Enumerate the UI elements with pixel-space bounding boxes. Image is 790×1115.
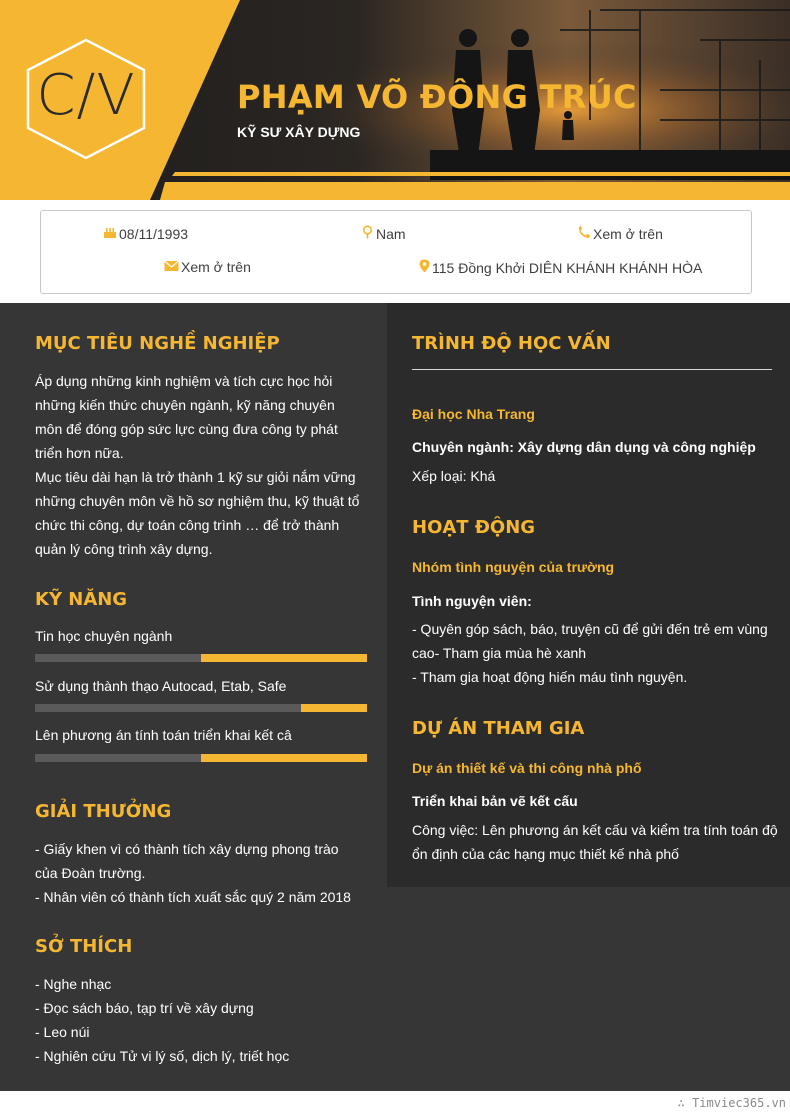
projects-heading: DỰ ÁN THAM GIA (412, 718, 585, 739)
awards-heading: GIẢI THƯỞNG (35, 801, 172, 822)
activity-role: Tình nguyện viên: (412, 593, 532, 609)
skill-bar (35, 704, 367, 712)
skills-heading: KỸ NĂNG (35, 589, 128, 610)
email-item: Xem ở trên (164, 259, 251, 275)
awards-text: - Giấy khen vì có thành tích xây dựng phong trào của Đoàn trường. - Nhân viên có thành tích xuất sắc quý 2 năm 2018 (35, 841, 351, 905)
candidate-name: PHẠM VÕ ĐÔNG TRÚC (237, 78, 637, 116)
address-item: 115 Đồng Khởi DIÊN KHÁNH KHÁNH HÒA (419, 259, 702, 276)
education-heading: TRÌNH ĐỘ HỌC VẤN (412, 333, 611, 354)
skill-bar-fill (201, 654, 367, 662)
skill-bar-fill (301, 704, 367, 712)
skill-bar (35, 654, 367, 662)
email-icon (164, 259, 179, 275)
cv-logo-text: C/V (36, 63, 136, 128)
birthday-item: 08/11/1993 (103, 225, 188, 242)
objective-heading: MỤC TIÊU NGHỀ NGHIỆP (35, 333, 280, 354)
project-role: Triển khai bản vẽ kết cấu (412, 793, 578, 809)
education-school: Đại học Nha Trang (412, 406, 535, 422)
contact-info-box (40, 210, 752, 294)
education-divider (412, 369, 772, 370)
birthday-icon (103, 225, 117, 242)
project-name: Dự án thiết kế và thi công nhà phố (412, 760, 642, 776)
skill-label: Sử dụng thành thạo Autocad, Etab, Safe (35, 678, 287, 694)
skill-label: Tin học chuyên ngành (35, 628, 173, 644)
hobbies-text: - Nghe nhạc - Đọc sách báo, tạp trí về xây dựng - Leo núi - Nghiên cứu Tử vi lý số, dịch lý, triết học (35, 976, 290, 1064)
phone-icon (577, 225, 591, 242)
candidate-job-title: KỸ SƯ XÂY DỰNG (237, 124, 361, 140)
activity-description: - Quyên góp sách, báo, truyện cũ để gửi đến trẻ em vùng cao- Tham gia mùa hè xanh - Tham gia hoạt động hiến máu tình nguyện. (412, 621, 768, 685)
phone-item: Xem ở trên (577, 225, 663, 242)
activities-heading: HOẠT ĐỘNG (412, 517, 536, 538)
location-icon (419, 259, 430, 276)
watermark: ∴ Timviec365.vn (677, 1096, 786, 1110)
skill-bar (35, 754, 367, 762)
activity-organization: Nhóm tình nguyện của trường (412, 559, 615, 575)
education-major: Chuyên ngành: Xây dựng dân dụng và công nghiệp (412, 439, 756, 455)
education-grade: Xếp loại: Khá (412, 468, 496, 484)
cv-body (0, 303, 790, 1091)
objective-text: Áp dụng những kinh nghiệm và tích cực học hỏi những kiến thức chuyên ngành, kỹ năng chuyên môn để đóng góp sức lực cùng đưa công ty phát triển hơn nữa. Mục tiêu dài hạn là trở thành 1 kỹ sư giỏi nắm vững những chuyên môn về hồ sơ nghiệm thu, kỹ thuật tổ chức thi công, dự toán công trình … để trở thành quản lý công trình xây dựng. (35, 373, 360, 557)
hobbies-heading: SỞ THÍCH (35, 936, 133, 957)
project-description: Công việc: Lên phương án kết cấu và kiểm tra tính toán độ ổn định của các hạng mục thiết kế nhà phố (412, 822, 778, 862)
gender-icon (361, 225, 374, 242)
gender-item: Nam (361, 225, 406, 242)
skill-bar-fill (201, 754, 367, 762)
cv-header (0, 0, 790, 200)
skill-label: Lên phương án tính toán triển khai kết câ (35, 727, 292, 743)
